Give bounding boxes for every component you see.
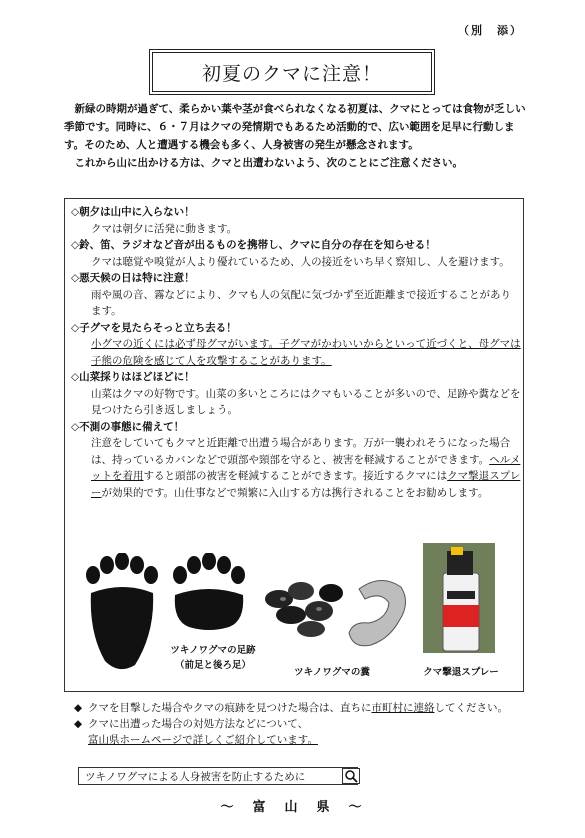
section-bad-weather (71, 270, 521, 320)
note-report (74, 700, 534, 716)
section-heading: ◇山菜採りはほどほどに！ (71, 371, 195, 383)
section-body: 小グマの近くには必ず母グマがいます。子グマがかわいいからといって近づくと、母グマは子熊の危険を感じて人を攻撃することがあります。 (91, 338, 521, 367)
section-noise-makers (71, 237, 521, 270)
helmet-underlined: ヘルメットを着用 (91, 453, 521, 482)
illustrations (65, 549, 523, 689)
section-cubs (71, 320, 521, 370)
footer-prefecture: ～ 富 山 県 ～ (220, 800, 365, 815)
section-heading: ◇朝夕は山中に入らない！ (71, 206, 195, 218)
precautions-box (64, 198, 524, 692)
section-body: 山菜はクマの好物です。山菜の多いところにはクマもいることが多いので、足跡や糞などを見つけたら引き返しましょう。 (91, 387, 521, 416)
section-body (71, 435, 521, 501)
droppings-image (261, 569, 411, 659)
footprint-caption-line1: ツキノワグマの足跡 (170, 645, 256, 656)
section-heading: ◇子グマを見たらそっと立ち去る！ (71, 321, 237, 334)
page-title: 初夏のクマに注意！ (152, 52, 432, 92)
contact-municipality: 市町村に連絡 (371, 702, 435, 714)
search-box[interactable]: ツキノワグマによる人身被害を防止するために (78, 767, 358, 785)
precautions-list (71, 204, 521, 501)
body-text: 注意をしていてもクマと近距離で出遭う場合があります。万が一襲われそうになった場合は、持っているカバンなどで頭部や頸部を守ると、被害を軽減することができます。 (91, 437, 511, 466)
footprint-caption (155, 643, 271, 673)
spray-caption: クマ撃退スプレー (423, 667, 499, 678)
spray-underlined: クマ撃退スプレー (91, 470, 521, 499)
search-icon[interactable] (342, 768, 360, 784)
annex-label: （別 添） (458, 24, 523, 37)
section-body: 雨や風の音、霧などにより、クマも人の気配に気づかず至近距離まで接近することがあります。 (91, 288, 511, 317)
footprint-caption-line2: （前足と後ろ足） (174, 660, 251, 671)
intro-paragraph-2: これから山に出かける方は、クマと出遭わないよう、次のことにご注意ください。 (74, 157, 463, 169)
notes (74, 700, 534, 748)
note-text: クマを目撃した場合やクマの痕跡を見つけた場合は、直ちに市町村に連絡してください。 (88, 702, 508, 714)
section-body: クマは朝夕に活発に動きます。 (91, 222, 238, 235)
hind-footprint-image (83, 553, 161, 673)
note-website (74, 716, 534, 748)
section-heading: ◇鈴、笛、ラジオなど音が出るものを携帯し、クマに自分の存在を知らせる！ (71, 239, 436, 251)
section-heading: ◇不測の事態に備えて！ (71, 420, 185, 433)
spray-image (423, 543, 495, 653)
front-footprint-image (169, 553, 249, 633)
section-heading: ◇悪天候の日は特に注意！ (71, 272, 195, 284)
diamond-bullet: ◆ (74, 718, 83, 730)
note-text: クマに出遭った場合の対処方法などについて、 富山県ホームページで詳しくご紹介しています。 (88, 718, 318, 746)
body-text: すると頭部の被害を軽減することができます。接近するクマには (143, 470, 448, 482)
section-morning-evening (71, 204, 521, 237)
section-body: クマは聴覚や嗅覚が人より優れているため、人の接近をいち早く察知し、人を避けます。 (91, 255, 510, 268)
body-text: が効果的です。山仕事などで頻繁に入山する方は携行されることをお勧めします。 (101, 486, 489, 499)
diamond-bullet: ◆ (74, 702, 83, 714)
section-wild-vegetables (71, 369, 521, 419)
section-emergency (71, 419, 521, 502)
droppings-caption: ツキノワグマの糞 (294, 667, 370, 678)
intro (64, 100, 528, 172)
intro-paragraph-1: 新緑の時期が過ぎて、柔らかい葉や茎が食べられなくなる初夏は、クマにとっては食物が乏しい季節です。同時に、６・７月はクマの発情期でもあるため活動的で、広い範囲を足早に行動します。そのため、人と遭遇する機会も多く、人身被害の発生が懸念されます。 (64, 103, 526, 151)
